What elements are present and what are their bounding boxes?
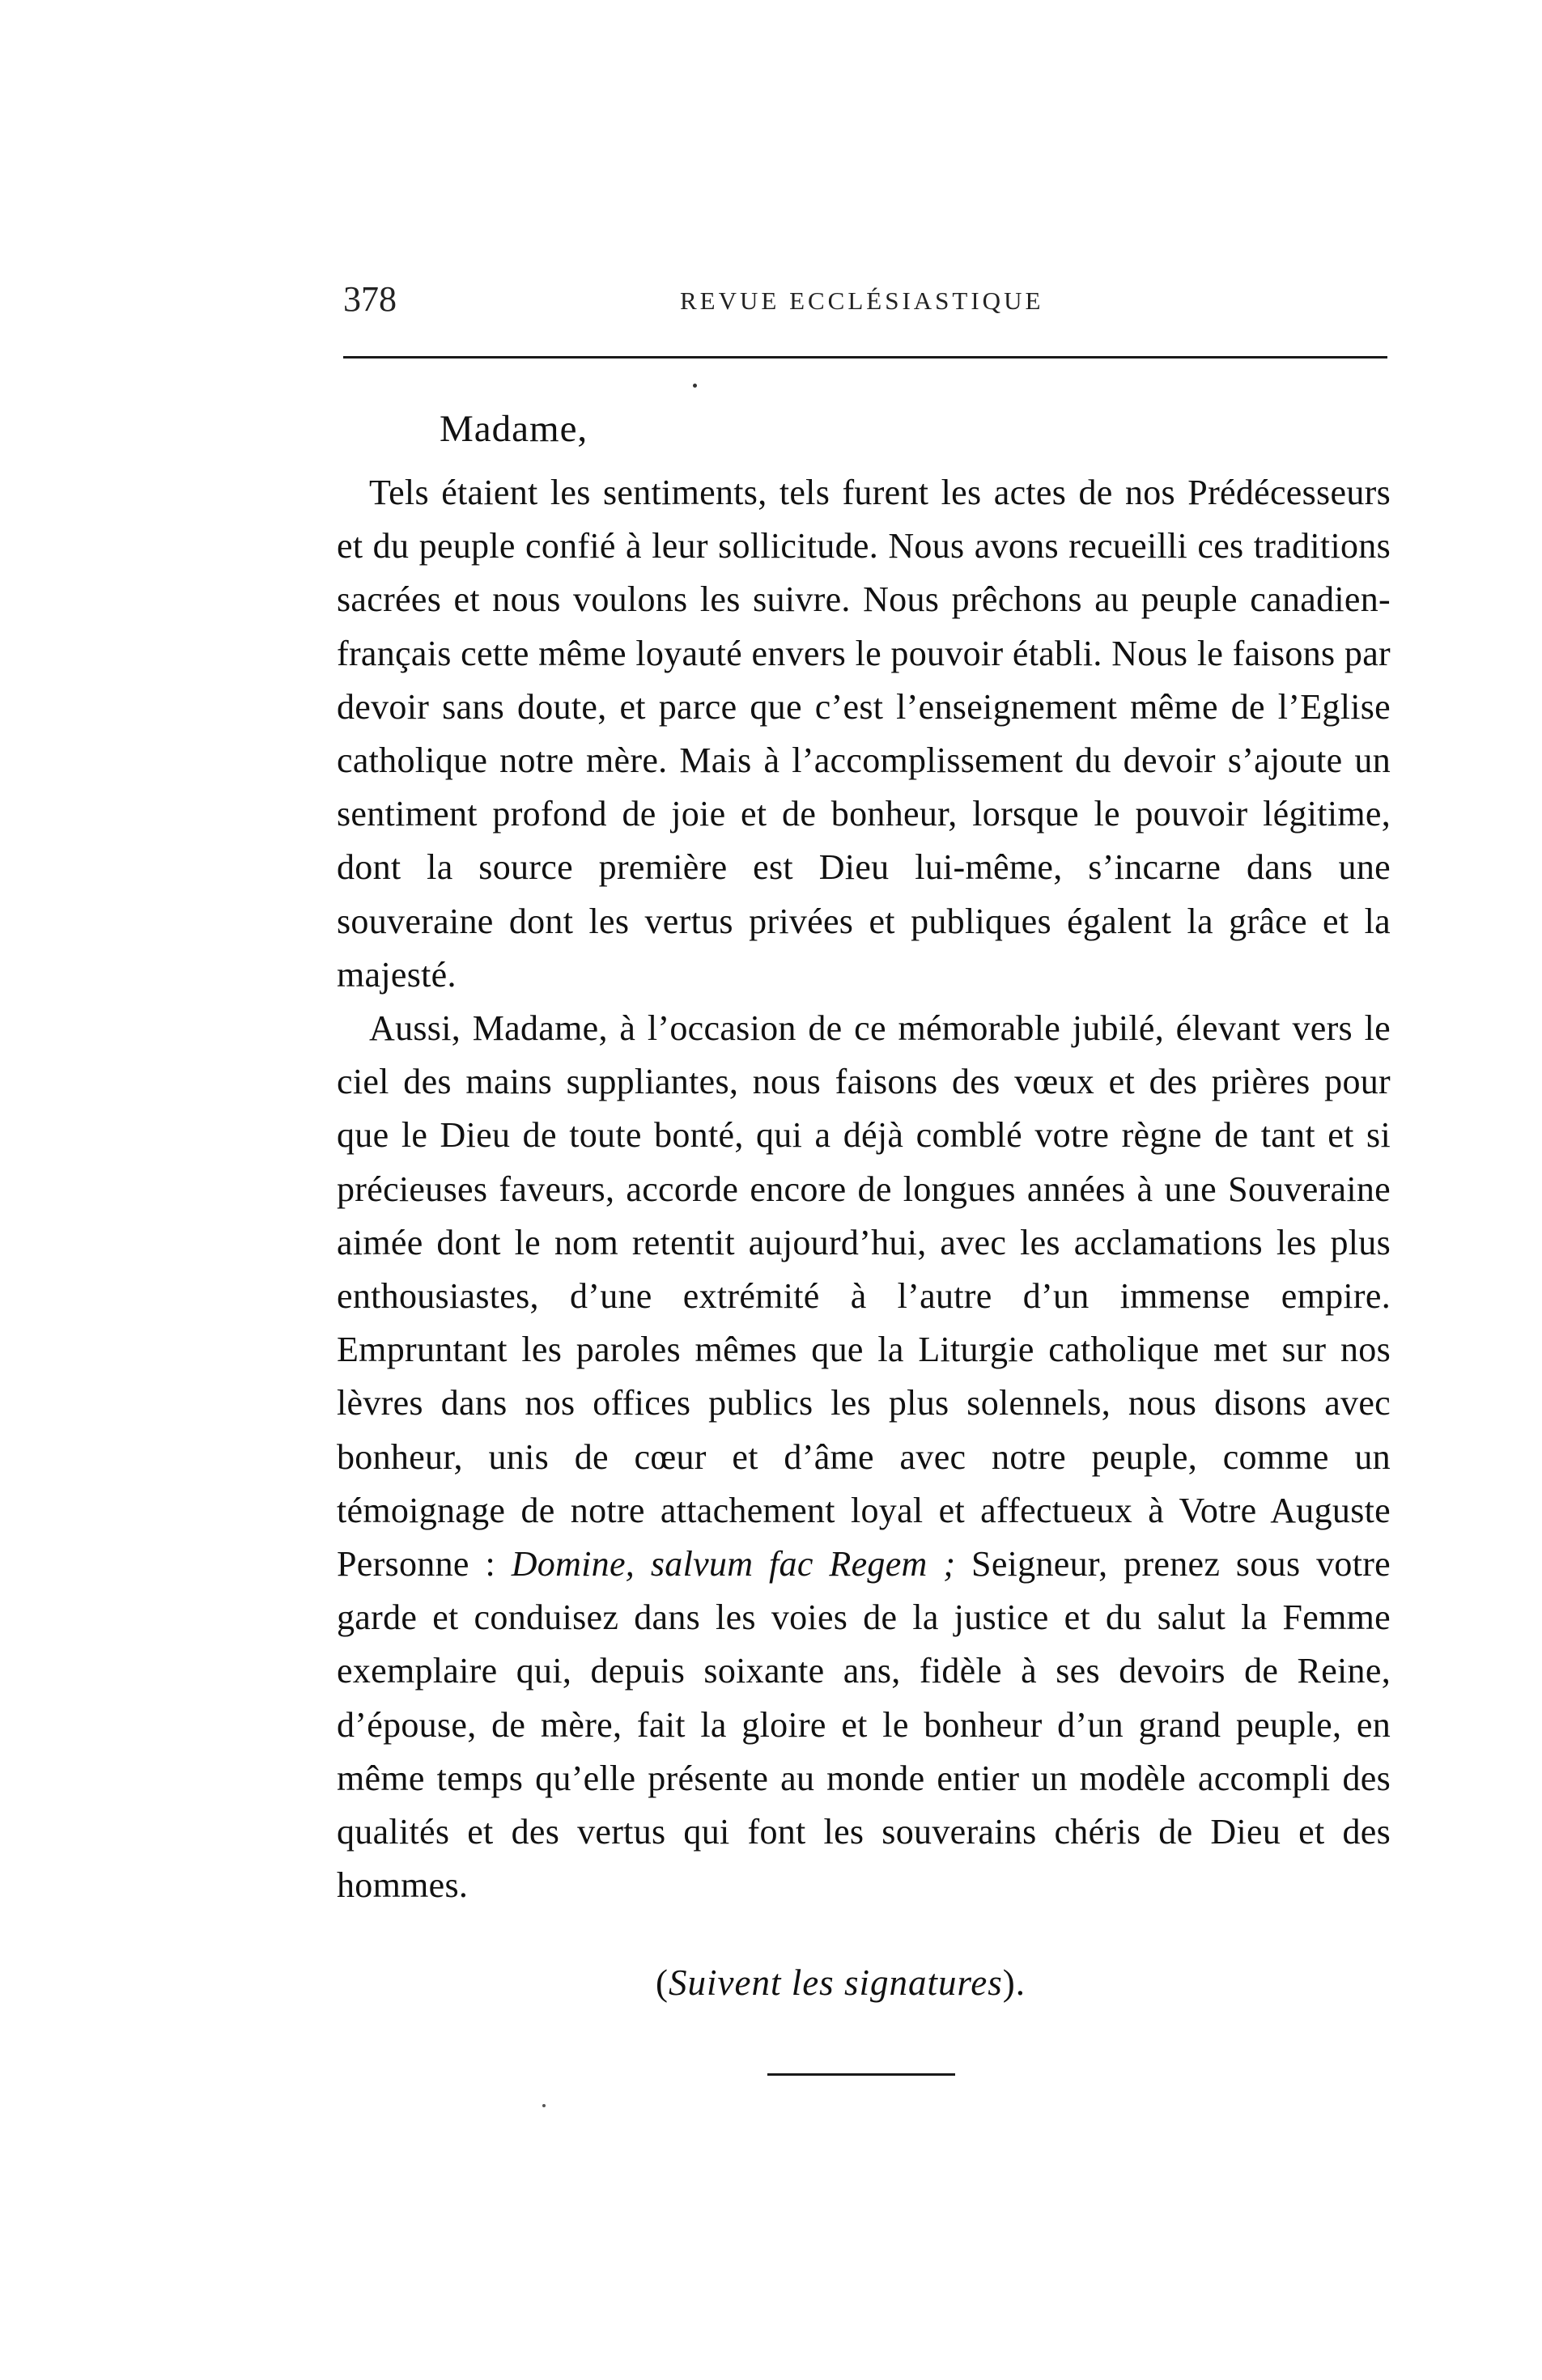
signatures-note-text: Suivent les signatures: [669, 1962, 1003, 2003]
header-ornament-dot: [693, 384, 697, 388]
letter-body: [337, 466, 1391, 1912]
closing-rule: [767, 2073, 955, 2076]
running-title: REVUE ECCLÉSIASTIQUE: [680, 286, 1044, 315]
header-rule: [343, 356, 1387, 358]
page-number: 378: [343, 279, 397, 319]
print-speck: [542, 2104, 546, 2107]
paragraph-2-text-before-latin: Aussi, Madame, à l’occasion de ce mémorable jubilé, élevant vers le ciel des mains suppliantes, nous faisons des vœux et des prières pour que le Dieu de toute bonté, qui a déjà comblé votre règne de tant et si précieuses faveurs, accorde encore de longues années à une Souveraine aimée dont le nom retentit aujourd’hui, avec les acclamations les plus enthousiastes, d’une extrémité à l’autre d’un immense empire. Empruntant les paroles mêmes que la Liturgie catholique met sur nos lèvres dans nos offices publics les plus solennels, nous disons avec bonheur, unis de cœur et d’âme avec notre peuple, comme un témoignage de notre attachement loyal et affectueux à Votre Auguste Personne :: [337, 1008, 1391, 1585]
signatures-note: (Suivent les signatures).: [656, 1962, 1026, 2003]
paragraph-2-text-after-latin: Seigneur, prenez sous votre garde et conduisez dans les voies de la justice et du salut la Femme exemplaire qui, depuis soixante ans, fidèle à ses devoirs de Reine, d’épouse, de mère, fait la gloire et le bonheur d’un grand peuple, en même temps qu’elle présente au monde entier un modèle accompli des qualités et des vertus qui font les souverains chéris de Dieu et des hommes.: [337, 1544, 1391, 1906]
latin-phrase: Domine, salvum fac Regem ;: [511, 1544, 956, 1585]
salutation: Madame,: [440, 408, 588, 450]
paragraph-2: [337, 1002, 1391, 1912]
paragraph-1: Tels étaient les sentiments, tels furent les actes de nos Prédécesseurs et du peuple confié à leur sollicitude. Nous avons recueilli ces traditions sacrées et nous voulons les suivre. Nous prêchons au peuple canadien-français cette même loyauté envers le pouvoir établi. Nous le faisons par devoir sans doute, et parce que c’est l’enseignement même de l’Eglise catholique notre mère. Mais à l’accomplissement du devoir s’ajoute un sentiment profond de joie et de bonheur, lorsque le pouvoir légitime, dont la source première est Dieu lui-même, s’incarne dans une souveraine dont les vertus privées et publiques égalent la grâce et la majesté.: [337, 473, 1391, 995]
